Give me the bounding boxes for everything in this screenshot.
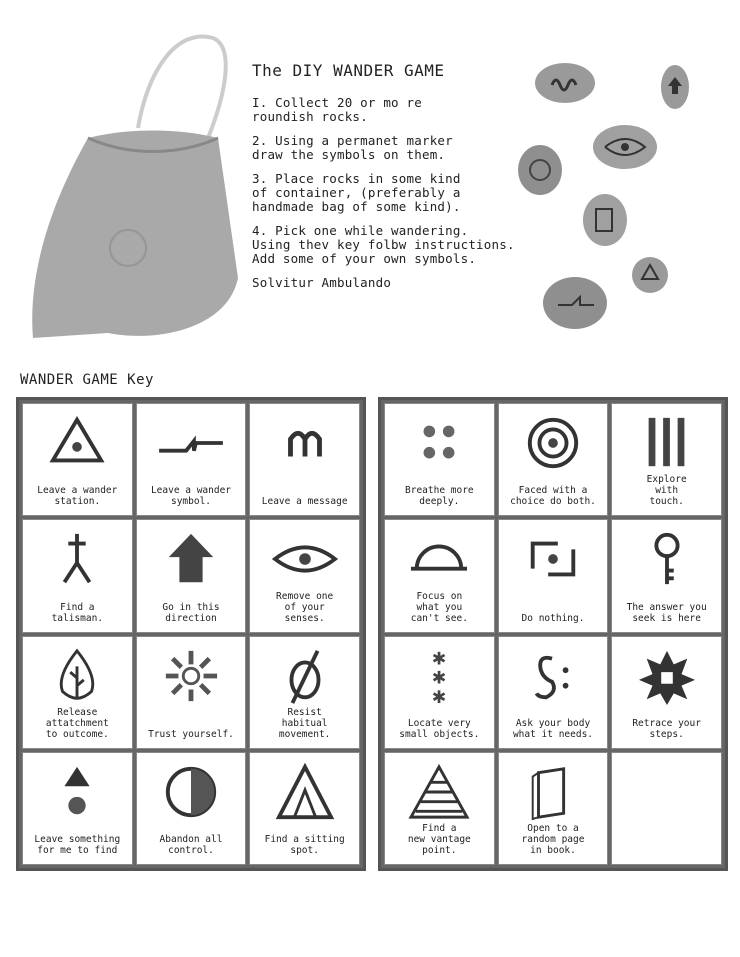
key-cell [611,403,722,516]
key-cell [498,636,609,749]
key-cell-label: Faced with a choice do both. [510,485,596,508]
key-cell [136,403,247,516]
key-cell-label: Focus on what you can't see. [410,590,468,624]
stick-figure-icon [42,530,112,588]
key-cell [611,636,722,749]
key-cell-label: Resist habitual movement. [278,706,331,740]
key-cell-label: Leave a message [261,496,348,508]
key-cell-label: Ask your body what it needs. [512,717,594,740]
key-cell-label: Trust yourself. [148,728,234,740]
signoff: Solvitur Ambulando [252,275,392,290]
key-cell [611,519,722,632]
key-cell-label: The answer you seek is here [626,601,707,624]
slashed-circle-icon [270,647,340,705]
key-cell-label: Open to a random page in book. [521,823,585,856]
intro-section [0,0,740,350]
key-grid-right [378,397,728,871]
instructions-block [252,61,552,300]
half-circle-icon [156,763,226,821]
key-cell [22,519,133,632]
three-bars-icon [632,414,702,472]
key-cell-label: Abandon all control. [159,834,223,856]
key-cell [249,636,360,749]
four-dots-icon [404,414,474,472]
key-cell [249,519,360,632]
key-cell-label: Release attatchment to outcome. [45,706,109,740]
key-cell-label: Find a talisman. [51,601,104,624]
key-cell-label: Leave something for me to find [34,834,121,856]
triangle-over-dot-icon [42,763,112,821]
key-cell [249,403,360,516]
key-cell [22,752,133,865]
target-icon [518,414,588,472]
nested-triangle-icon [270,763,340,821]
zigzag-line-icon [156,414,226,472]
key-cell-label: Find a new vantage point. [407,823,471,856]
key-title: WANDER GAME Key [20,372,154,388]
key-cell [498,403,609,516]
key-cell-label: Retrace your steps. [632,717,701,740]
key-cell [498,519,609,632]
step-3: 3. Place rocks in some kind of container, (preferably a handmade bag of some kind). [252,171,461,214]
key-cell-label: Explore with touch. [646,474,687,508]
key-grid-left [16,397,366,871]
key-cell-label: Remove one of your senses. [276,590,334,624]
key-cell-label: Find a sitting spot. [264,834,345,856]
key-cell [136,519,247,632]
key-cell [498,752,609,865]
key-cell-label: Do nothing. [521,612,585,624]
triangle-dot-icon [42,414,112,472]
striped-pyramid-icon [404,763,474,821]
cloth-bag-image [28,28,243,348]
rocks-image [510,55,735,345]
arrow-up-icon [156,530,226,588]
s-colon-icon [518,647,588,705]
key-cell [22,403,133,516]
svg-text:✱: ✱ [432,687,447,705]
star-square-icon [632,647,702,705]
key-cell [384,519,495,632]
bracket-dot-icon [518,530,588,588]
step-2: 2. Using a permanet marker draw the symbols on them. [252,133,453,162]
key-cell-label: Breathe more deeply. [405,485,474,508]
book-icon [518,763,588,821]
key-icon [632,530,702,588]
key-cell [249,752,360,865]
key-cell [136,636,247,749]
key-cell [22,636,133,749]
svg-text:✱: ✱ [432,668,447,689]
key-cell [384,636,495,749]
key-cell-label: Go in this direction [162,601,220,624]
key-cell [136,752,247,865]
leaf-icon [42,647,112,705]
instructions-title: The DIY WANDER GAME [252,61,445,80]
key-cell-label: Leave a wander symbol. [150,485,232,508]
three-asterisks-icon [404,647,474,705]
key-cell [611,752,722,865]
svg-text:✱: ✱ [432,648,447,669]
step-1: I. Collect 20 or mo re roundish rocks. [252,95,422,124]
sun-icon [156,647,226,705]
key-cell [384,752,495,865]
wave-m-icon [270,414,340,472]
eye-icon [270,530,340,588]
key-cell [384,403,495,516]
step-4: 4. Pick one while wandering. Using thev key folbw instructions. Add some of your own symbols. [252,223,515,266]
arch-icon [404,530,474,588]
key-cell-label: Leave a wander station. [37,485,118,508]
key-cell-label: Locate very small objects. [399,717,480,740]
